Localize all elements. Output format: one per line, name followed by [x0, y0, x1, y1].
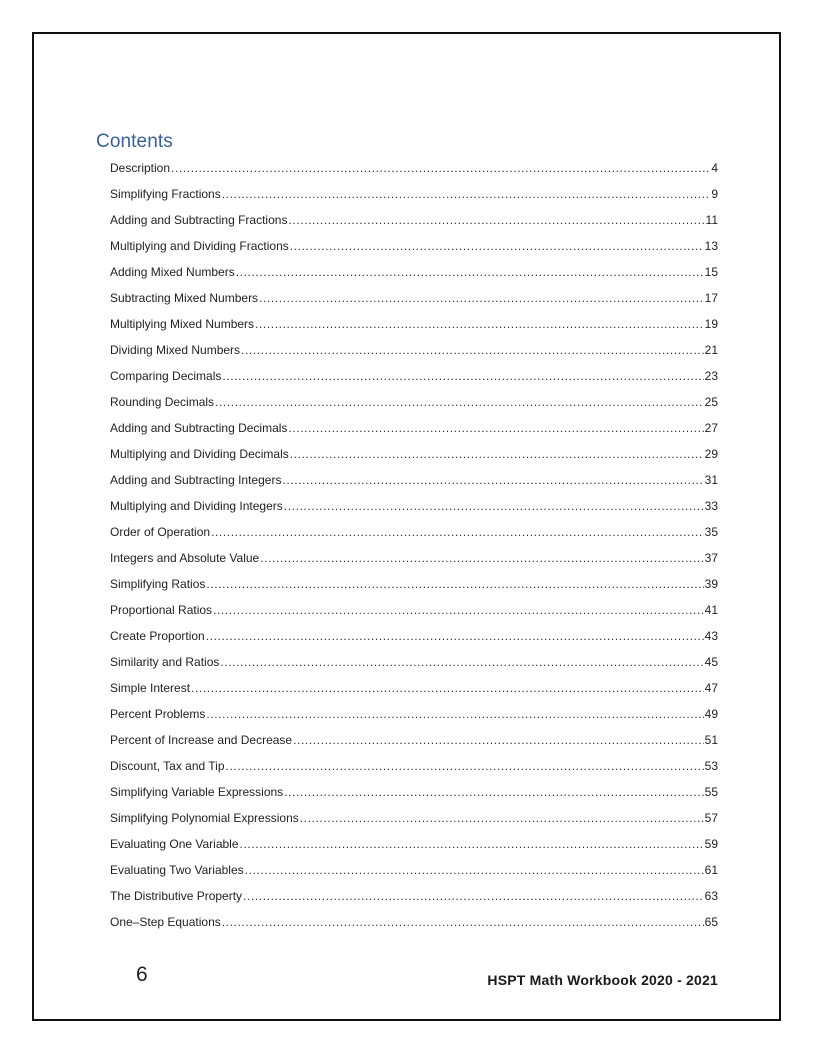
toc-entry-leader: [191, 678, 704, 698]
toc-entry-title: Percent of Increase and Decrease: [110, 733, 293, 747]
toc-entry-title: Multiplying and Dividing Integers: [110, 499, 283, 513]
toc-entry-title: One–Step Equations: [110, 915, 221, 929]
toc-entry-leader: [206, 704, 703, 724]
toc-entry-leader: [259, 288, 704, 308]
toc-entry[interactable]: [110, 184, 718, 210]
toc-entry[interactable]: [110, 496, 718, 522]
toc-entry[interactable]: [110, 444, 718, 470]
toc-entry-page: 11: [705, 213, 718, 227]
toc-heading: Contents: [96, 131, 173, 152]
toc-entry[interactable]: [110, 158, 718, 184]
toc-entry-page: 41: [704, 603, 718, 617]
toc-entry-leader: [243, 886, 704, 906]
toc-entry-leader: [290, 444, 704, 464]
toc-entry[interactable]: [110, 522, 718, 548]
toc-entry[interactable]: [110, 652, 718, 678]
toc-entry-leader: [222, 184, 711, 204]
toc-entry-title: Evaluating Two Variables: [110, 863, 244, 877]
toc-entry-leader: [284, 782, 703, 802]
toc-entry[interactable]: [110, 678, 718, 704]
toc-entry-leader: [290, 236, 704, 256]
toc-entry-leader: [293, 730, 704, 750]
toc-entry[interactable]: [110, 600, 718, 626]
toc-entry-title: Adding and Subtracting Integers: [110, 473, 282, 487]
toc-entry-title: Rounding Decimals: [110, 395, 215, 409]
toc-entry-title: Similarity and Ratios: [110, 655, 220, 669]
toc-entry-title: Simplifying Variable Expressions: [110, 785, 284, 799]
toc-entry-leader: [222, 912, 704, 932]
toc-entry[interactable]: [110, 236, 718, 262]
toc-entry-title: Simplifying Fractions: [110, 187, 221, 201]
toc-entry-page: 9: [711, 187, 718, 201]
toc-entry[interactable]: [110, 574, 718, 600]
toc-entry-page: 53: [704, 759, 718, 773]
toc-entry-page: 55: [704, 785, 718, 799]
toc-entry[interactable]: [110, 314, 718, 340]
toc-entry-title: Subtracting Mixed Numbers: [110, 291, 259, 305]
toc-entry-page: 43: [704, 629, 718, 643]
toc-entry-page: 23: [704, 369, 718, 383]
toc-entry-leader: [222, 366, 703, 386]
toc-entry-page: 35: [704, 525, 718, 539]
toc-entry-page: 59: [704, 837, 718, 851]
toc-entry-page: 21: [704, 343, 718, 357]
toc-entry-leader: [206, 626, 704, 646]
toc-entry-title: Adding and Subtracting Decimals: [110, 421, 288, 435]
toc-entry-leader: [300, 808, 704, 828]
toc-entry-leader: [213, 600, 704, 620]
toc-entry-title: Comparing Decimals: [110, 369, 222, 383]
toc-entry[interactable]: [110, 392, 718, 418]
toc-entry[interactable]: [110, 912, 718, 938]
toc-entry[interactable]: [110, 756, 718, 782]
toc-entry-page: 37: [704, 551, 718, 565]
toc-entry-page: 13: [704, 239, 718, 253]
footer-book-title: HSPT Math Workbook 2020 - 2021: [487, 972, 718, 988]
toc-entry-leader: [288, 418, 703, 438]
toc-entry[interactable]: [110, 366, 718, 392]
toc-entry-title: Simplifying Ratios: [110, 577, 206, 591]
toc-entry-title: Order of Operation: [110, 525, 211, 539]
toc-entry[interactable]: [110, 808, 718, 834]
toc-entry-leader: [240, 834, 704, 854]
toc-entry[interactable]: [110, 626, 718, 652]
toc-entry-leader: [211, 522, 704, 542]
toc-entry-title: Multiplying and Dividing Decimals: [110, 447, 289, 461]
toc-entry[interactable]: [110, 704, 718, 730]
toc-entry-title: Proportional Ratios: [110, 603, 213, 617]
toc-entry-page: 61: [704, 863, 718, 877]
toc-entry-page: 15: [704, 265, 718, 279]
toc-entry-leader: [226, 756, 704, 776]
toc-entry-title: Create Proportion: [110, 629, 205, 643]
toc-entry-page: 63: [704, 889, 718, 903]
toc-entry-page: 17: [704, 291, 718, 305]
toc-entry-title: Simplifying Polynomial Expressions: [110, 811, 299, 825]
toc-entry-title: The Distributive Property: [110, 889, 243, 903]
toc-entry-page: 33: [704, 499, 718, 513]
toc-entry-title: Multiplying and Dividing Fractions: [110, 239, 289, 253]
toc-entry[interactable]: [110, 262, 718, 288]
page-number: 6: [136, 963, 148, 986]
toc-entry-title: Integers and Absolute Value: [110, 551, 260, 565]
toc-entry-leader: [255, 314, 704, 334]
toc-entry-leader: [260, 548, 703, 568]
toc-entry-page: 25: [704, 395, 718, 409]
toc-entry-leader: [220, 652, 703, 672]
toc-entry[interactable]: [110, 548, 718, 574]
toc-entry[interactable]: [110, 730, 718, 756]
toc-entry-page: 29: [704, 447, 718, 461]
toc-entry-page: 4: [711, 161, 718, 175]
toc-entry-title: Multiplying Mixed Numbers: [110, 317, 255, 331]
toc-entry-title: Adding and Subtracting Fractions: [110, 213, 288, 227]
toc-entry[interactable]: [110, 340, 718, 366]
toc-entry-page: 51: [704, 733, 718, 747]
toc-entry-leader: [245, 860, 704, 880]
toc-entry-leader: [171, 158, 710, 178]
toc-entry[interactable]: [110, 782, 718, 808]
toc-entry-leader: [215, 392, 704, 412]
toc-entry-title: Simple Interest: [110, 681, 191, 695]
toc-entry-page: 27: [704, 421, 718, 435]
toc-entry[interactable]: [110, 418, 718, 444]
toc-entry[interactable]: [110, 288, 718, 314]
toc-entry-title: Discount, Tax and Tip: [110, 759, 225, 773]
toc-entry[interactable]: [110, 470, 718, 496]
toc-entry[interactable]: [110, 210, 718, 236]
toc-entry-page: 47: [704, 681, 718, 695]
toc-entry-page: 19: [704, 317, 718, 331]
toc-entry-leader: [284, 496, 704, 516]
toc-entry-title: Dividing Mixed Numbers: [110, 343, 241, 357]
toc-entry-page: 49: [704, 707, 718, 721]
toc-entry-leader: [236, 262, 704, 282]
toc-entry-leader: [206, 574, 703, 594]
toc-entry-title: Adding Mixed Numbers: [110, 265, 235, 279]
toc-entry[interactable]: [110, 860, 718, 886]
toc-entry-page: 31: [704, 473, 718, 487]
toc-entry-page: 65: [704, 915, 718, 929]
toc-entry-page: 57: [704, 811, 718, 825]
toc-entry-page: 45: [704, 655, 718, 669]
toc-entry-leader: [288, 210, 704, 230]
toc-entry-title: Evaluating One Variable: [110, 837, 239, 851]
toc-entry-title: Description: [110, 161, 171, 175]
toc-list: [110, 158, 718, 938]
toc-entry-page: 39: [704, 577, 718, 591]
toc-entry-title: Percent Problems: [110, 707, 206, 721]
toc-entry[interactable]: [110, 886, 718, 912]
toc-entry-leader: [282, 470, 703, 490]
toc-entry[interactable]: [110, 834, 718, 860]
toc-entry-leader: [241, 340, 704, 360]
